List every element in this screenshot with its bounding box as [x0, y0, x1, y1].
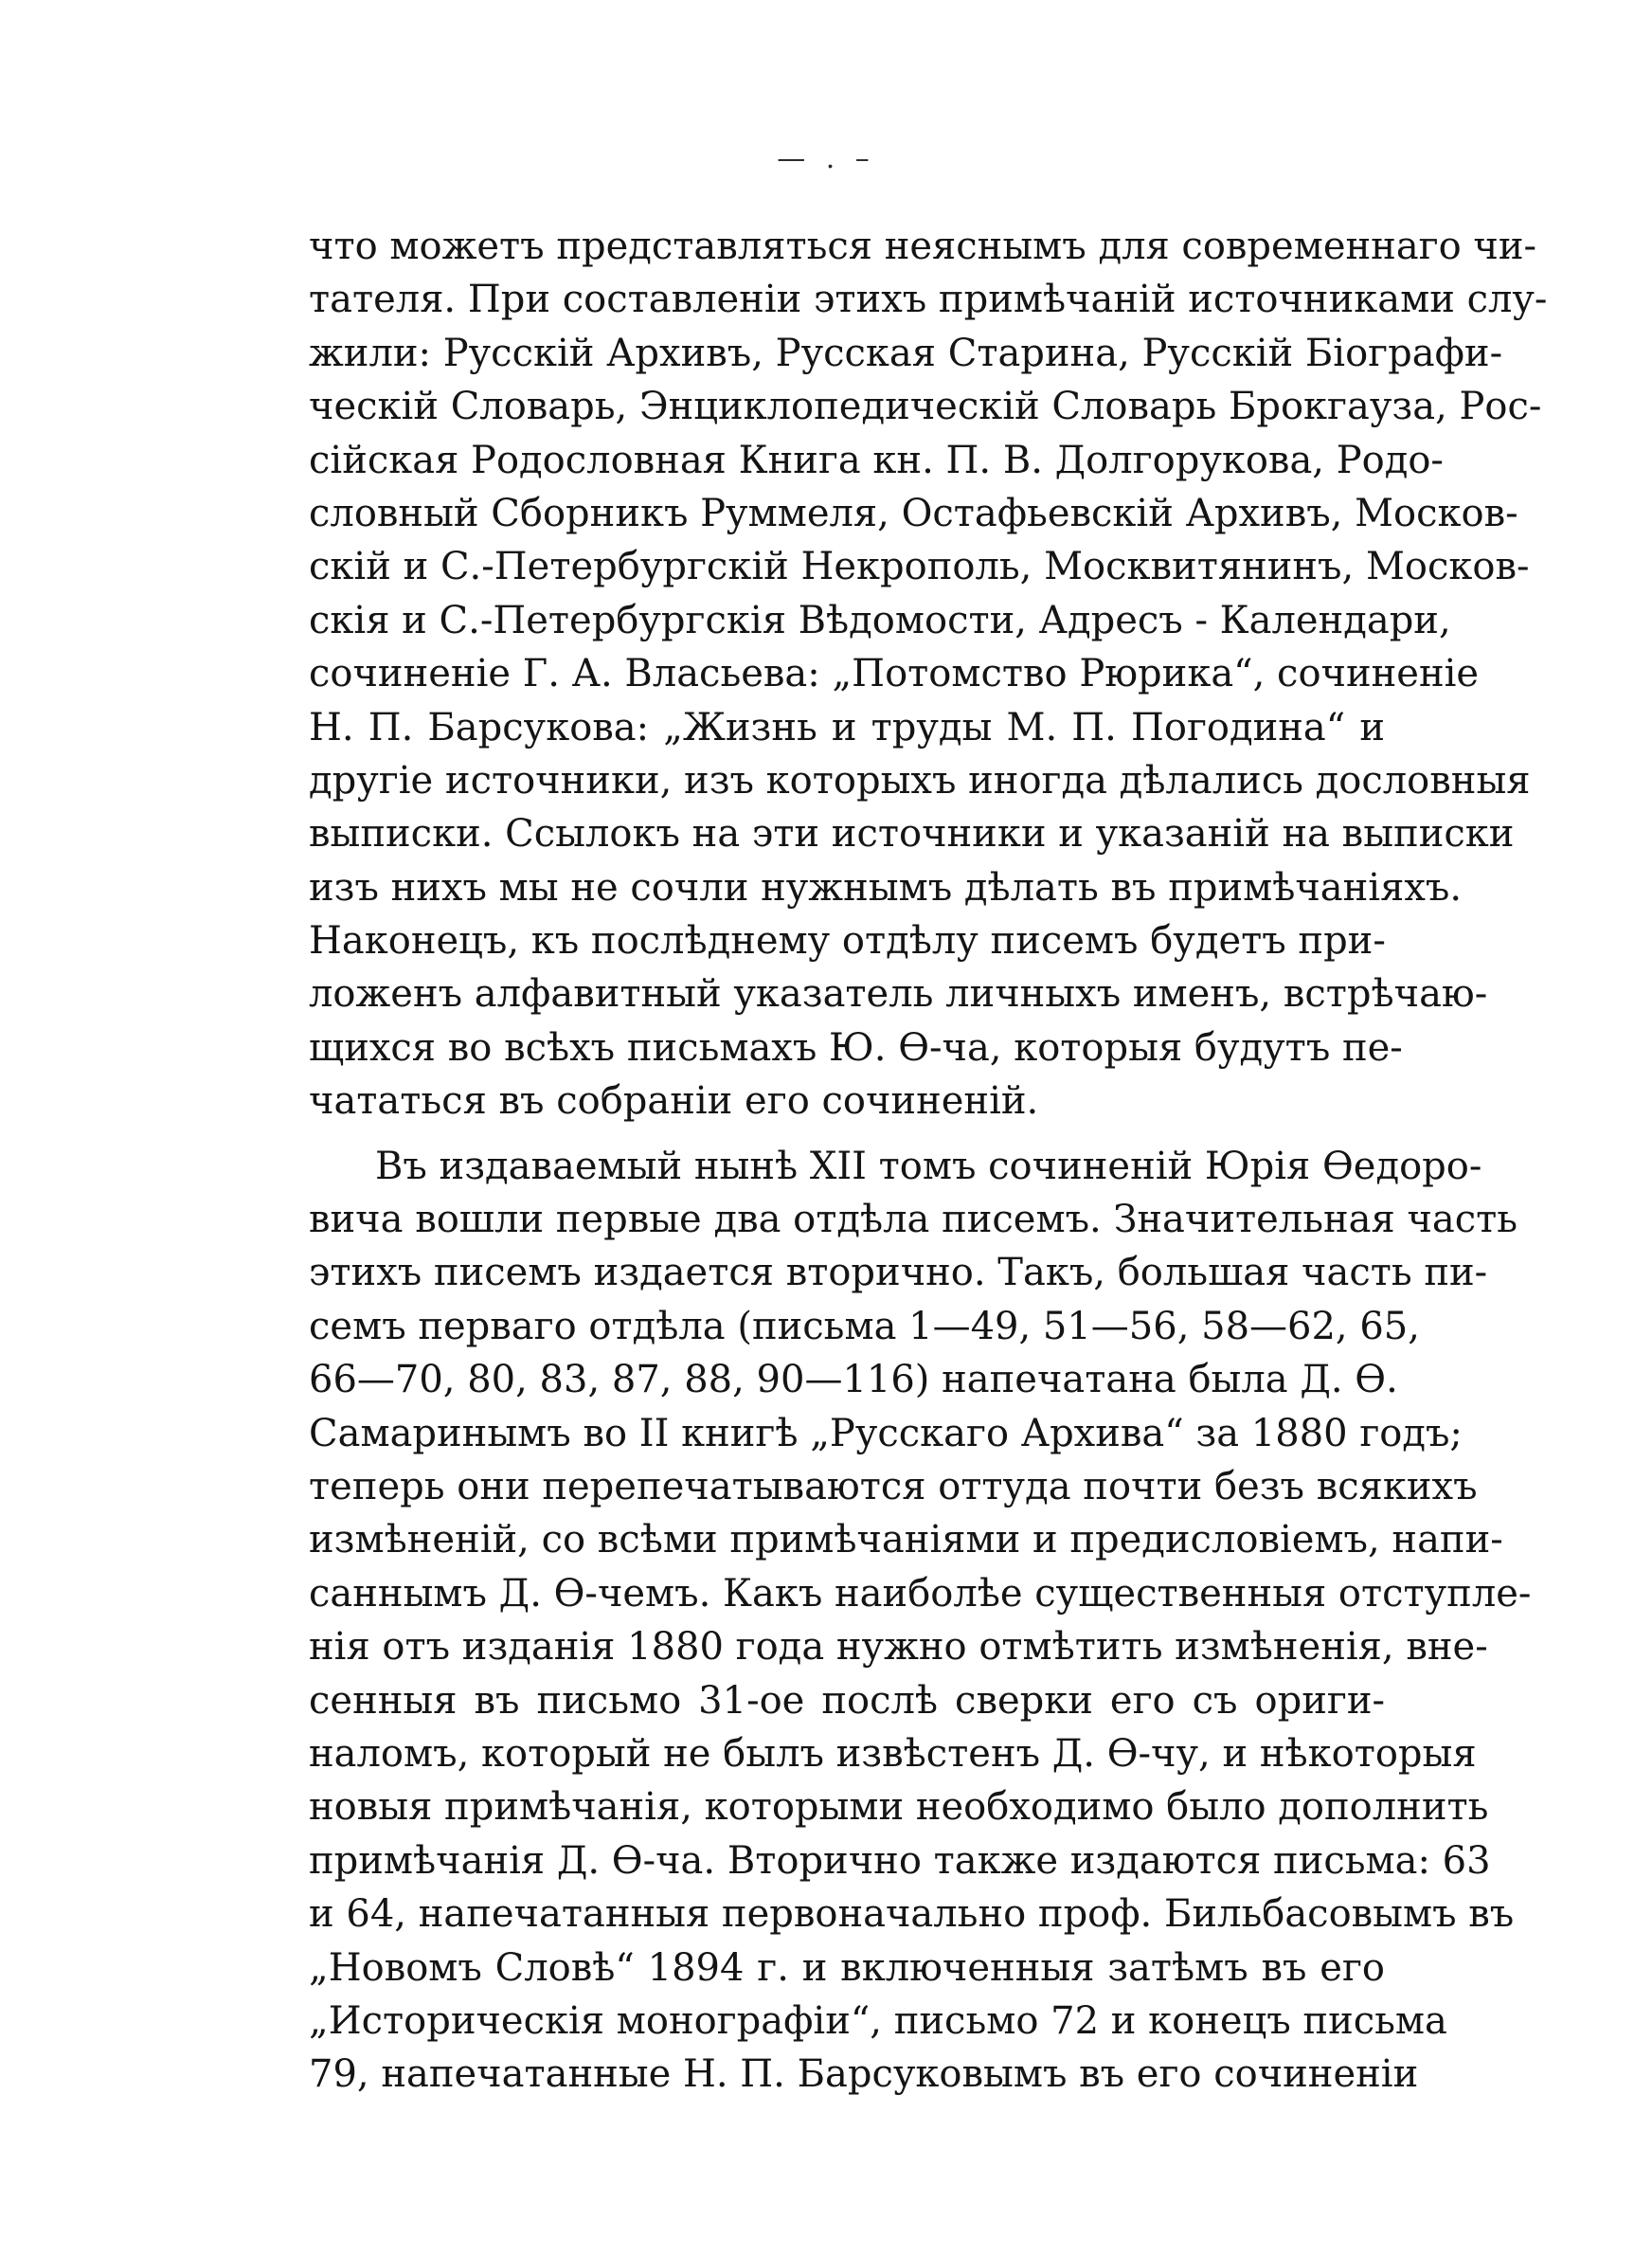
text-line: „Историческія монографіи“, письмо 72 и конецъ письма [309, 1998, 1447, 2043]
text-line: Н. П. Барсукова: „Жизнь и труды М. П. Погодина“ и [309, 705, 1385, 749]
text-line: ческій Словарь, Энциклопедическій Словарь Брокгауза, Рос- [309, 385, 1542, 429]
text-line: Наконецъ, къ послѣднему отдѣлу писемъ будетъ при- [309, 919, 1386, 964]
text-line: этихъ писемъ издается вторично. Такъ, большая часть пи- [309, 1251, 1488, 1295]
paragraph-2 [309, 1140, 1532, 2102]
text-line: что можетъ представляться неяснымъ для современнаго чи- [309, 225, 1537, 268]
text-line: теперь они перепечатываются оттуда почти безъ всякихъ [309, 1464, 1478, 1508]
text-column [309, 220, 1548, 2102]
paragraph-1 [309, 220, 1548, 1128]
text-line: 79, напечатанные Н. П. Барсуковымъ въ его сочиненіи [309, 2052, 1419, 2097]
text-line: нія отъ изданія 1880 года нужно отмѣтить измѣненія, вне- [309, 1625, 1488, 1670]
text-line: новыя примѣчанія, которыми необходимо было дополнить [309, 1785, 1489, 1830]
page-number: — . – [777, 142, 875, 175]
text-line: 66—70, 80, 83, 87, 88, 90—116) напечатана была Д. Ѳ. [309, 1358, 1398, 1402]
text-line: другіе источники, изъ которыхъ иногда дѣлались дословныя [309, 758, 1531, 803]
text-line: скія и С.-Петербургскія Вѣдомости, Адресъ - Календари, [309, 598, 1451, 642]
text-line: тателя. При составленіи этихъ примѣчаній источниками слу- [309, 278, 1548, 322]
text-line: измѣненій, со всѣми примѣчаніями и предисловіемъ, напи- [309, 1518, 1503, 1562]
text-line: словный Сборникъ Руммеля, Остафьевскій Архивъ, Москов- [309, 491, 1518, 535]
text-line: Самаринымъ во II книгѣ „Русскаго Архива“ за 1880 годъ; [309, 1411, 1463, 1455]
text-line: сенныя въ письмо 31-ое послѣ сверки его съ ориги- [309, 1678, 1385, 1723]
text-line: сійская Родословная Книга кн. П. В. Долгорукова, Родо- [309, 438, 1444, 482]
text-line: ложенъ алфавитный указатель личныхъ именъ, встрѣчаю- [309, 972, 1488, 1017]
text-line: „Новомъ Словѣ“ 1894 г. и включенныя затѣмъ въ его [309, 1945, 1385, 1990]
text-line: наломъ, который не былъ извѣстенъ Д. Ѳ-чу, и нѣкоторыя [309, 1731, 1477, 1776]
text-line: саннымъ Д. Ѳ-чемъ. Какъ наиболѣе существенныя отступле- [309, 1571, 1532, 1616]
text-line: Въ издаваемый нынѣ XII томъ сочиненій Юрія Ѳедоро- [375, 1144, 1482, 1188]
text-line: и 64, напечатанныя первоначально проф. Бильбасовымъ въ [309, 1892, 1515, 1937]
text-line: сочиненіе Г. А. Власьева: „Потомство Рюрика“, сочиненіе [309, 652, 1480, 696]
text-line: щихся во всѣхъ письмахъ Ю. Ѳ-ча, которыя будутъ пе- [309, 1025, 1403, 1070]
text-line: примѣчанія Д. Ѳ-ча. Вторично также издаются письма: 63 [309, 1838, 1491, 1883]
text-line: жили: Русскій Архивъ, Русская Старина, Русскій Біографи- [309, 331, 1503, 375]
text-line: выписки. Ссылокъ на эти источники и указаній на выписки [309, 812, 1515, 857]
text-line: семъ перваго отдѣла (письма 1—49, 51—56, 58—62, 65, [309, 1304, 1420, 1348]
text-line: чататься въ собраніи его сочиненій. [309, 1079, 1039, 1124]
text-line: скій и С.-Петербургскій Некрополь, Москвитянинъ, Москов- [309, 545, 1530, 589]
text-line: вича вошли первые два отдѣла писемъ. Значительная часть [309, 1198, 1518, 1242]
text-line: изъ нихъ мы не сочли нужнымъ дѣлать въ примѣчаніяхъ. [309, 865, 1463, 910]
